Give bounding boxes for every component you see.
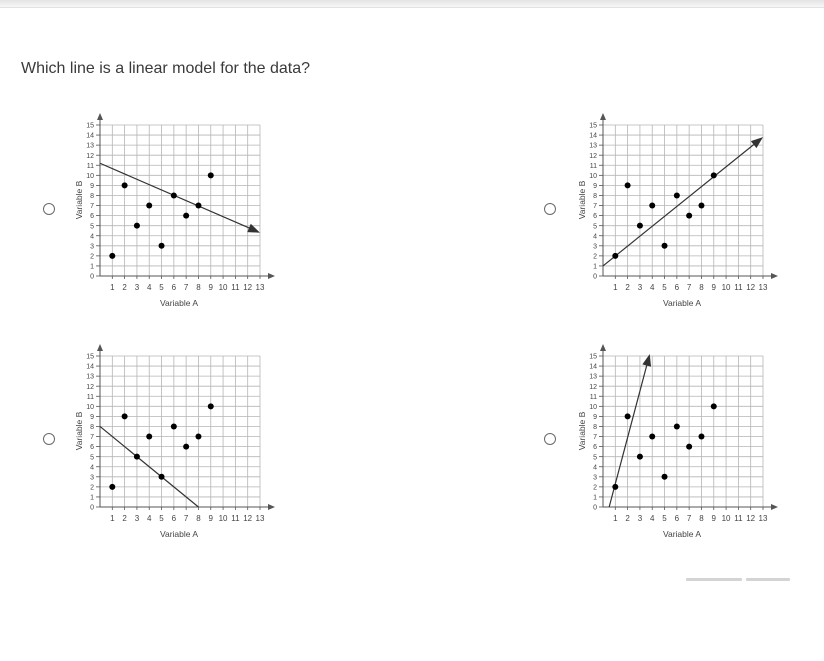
x-tick-label: 2 [625, 514, 630, 523]
x-tick-label: 8 [196, 514, 201, 523]
data-point [171, 192, 177, 198]
x-tick-label: 7 [183, 283, 189, 292]
y-tick-label: 4 [90, 464, 94, 472]
data-point [686, 213, 692, 219]
y-tick-label: 8 [593, 424, 597, 432]
y-tick-label: 12 [589, 383, 597, 391]
data-point [686, 444, 692, 450]
x-tick-label: 9 [711, 514, 716, 523]
y-tick-label: 14 [86, 363, 94, 371]
y-tick-label: 8 [90, 424, 94, 432]
data-point [612, 484, 618, 490]
y-tick-label: 5 [593, 454, 597, 462]
y-tick-label: 2 [90, 253, 94, 261]
x-tick-label: 7 [686, 283, 692, 292]
data-point [637, 454, 643, 460]
y-tick-label: 3 [90, 474, 94, 482]
data-point [649, 203, 655, 209]
x-tick-label: 11 [231, 283, 240, 292]
y-axis-arrow [97, 344, 103, 351]
x-tick-label: 11 [231, 514, 240, 523]
data-point [662, 243, 668, 249]
bottom-nav-bar-2 [746, 578, 790, 581]
data-point [122, 182, 128, 188]
y-tick-label: 11 [589, 393, 597, 401]
y-tick-label: 5 [90, 454, 94, 462]
y-axis-arrow [97, 113, 103, 120]
x-tick-label: 12 [243, 283, 253, 292]
x-tick-label: 6 [674, 514, 680, 523]
x-tick-label: 9 [208, 514, 213, 523]
y-tick-label: 7 [593, 203, 597, 211]
y-tick-label: 10 [86, 403, 94, 411]
x-tick-label: 7 [183, 514, 189, 523]
y-tick-label: 2 [593, 484, 597, 492]
y-tick-label: 8 [593, 193, 597, 201]
scatter-plot-c [60, 341, 360, 661]
data-point [698, 203, 704, 209]
y-tick-label: 5 [593, 223, 597, 231]
y-tick-label: 9 [90, 414, 94, 421]
y-tick-label: 12 [86, 152, 94, 160]
x-tick-label: 9 [208, 283, 213, 292]
y-tick-label: 1 [90, 263, 94, 271]
x-tick-label: 4 [147, 283, 152, 292]
x-axis-arrow [268, 504, 275, 510]
x-tick-label: 4 [650, 283, 655, 292]
data-point [208, 172, 214, 178]
y-tick-label: 9 [593, 183, 597, 190]
y-axis-arrow [600, 113, 606, 120]
y-tick-label: 0 [90, 273, 94, 281]
y-tick-label: 2 [90, 484, 94, 492]
x-tick-label: 2 [625, 283, 630, 292]
bottom-nav-indicator [686, 578, 796, 581]
x-tick-label: 6 [171, 283, 177, 292]
x-axis-arrow [771, 504, 778, 510]
y-tick-label: 2 [593, 253, 597, 261]
y-tick-label: 15 [589, 122, 597, 130]
y-tick-label: 3 [90, 243, 94, 251]
radio-button-b[interactable] [544, 203, 556, 215]
y-tick-label: 1 [90, 494, 94, 502]
y-axis-arrow [600, 344, 606, 351]
data-point [625, 413, 631, 419]
x-tick-label: 2 [122, 283, 127, 292]
x-axis-arrow [771, 273, 778, 279]
data-point [134, 454, 140, 460]
y-tick-label: 14 [589, 132, 597, 140]
data-point [674, 423, 680, 429]
linear-model-arrowhead [247, 224, 260, 233]
y-axis-title-a: Variable B [74, 180, 84, 220]
data-point [183, 213, 189, 219]
y-tick-label: 12 [86, 383, 94, 391]
y-axis-title-c: Variable B [74, 411, 84, 451]
data-point [711, 403, 717, 409]
data-point [146, 434, 152, 440]
top-bar [0, 0, 824, 8]
y-axis-title-b: Variable B [577, 180, 587, 220]
x-tick-label: 5 [662, 283, 667, 292]
data-point [183, 444, 189, 450]
y-tick-label: 0 [90, 504, 94, 512]
x-tick-label: 11 [734, 514, 743, 523]
x-axis-arrow [268, 273, 275, 279]
question-text: Which line is a linear model for the data? [21, 60, 311, 77]
y-tick-label: 1 [593, 494, 597, 502]
data-point [159, 243, 165, 249]
y-tick-label: 7 [90, 434, 94, 442]
data-point [711, 172, 717, 178]
data-point [122, 413, 128, 419]
y-tick-label: 4 [90, 233, 94, 241]
y-tick-label: 13 [589, 142, 597, 150]
y-tick-label: 7 [593, 434, 597, 442]
x-tick-label: 3 [134, 283, 140, 292]
y-tick-label: 14 [589, 363, 597, 371]
x-tick-label: 10 [218, 514, 228, 523]
data-point [195, 203, 201, 209]
data-point [146, 203, 152, 209]
x-tick-label: 4 [147, 514, 152, 523]
data-point [134, 223, 140, 229]
y-tick-label: 11 [86, 393, 94, 401]
x-tick-label: 7 [686, 514, 692, 523]
x-tick-label: 3 [134, 514, 140, 523]
data-point [612, 253, 618, 259]
y-tick-label: 10 [589, 172, 597, 180]
x-tick-label: 10 [721, 283, 731, 292]
y-tick-label: 1 [593, 263, 597, 271]
radio-button-d[interactable] [544, 433, 556, 445]
x-tick-label: 9 [711, 283, 716, 292]
y-tick-label: 3 [593, 474, 597, 482]
data-point [171, 423, 177, 429]
x-tick-label: 1 [110, 514, 115, 523]
y-tick-label: 4 [593, 233, 597, 241]
x-tick-label: 13 [758, 514, 768, 523]
data-point [649, 434, 655, 440]
y-tick-label: 6 [593, 444, 597, 452]
data-point [109, 484, 115, 490]
y-tick-label: 5 [90, 223, 94, 231]
data-point [662, 474, 668, 480]
x-tick-label: 8 [699, 514, 704, 523]
x-tick-label: 13 [758, 283, 768, 292]
data-point [625, 182, 631, 188]
x-tick-label: 8 [699, 283, 704, 292]
scatter-plot-d [563, 341, 824, 661]
y-tick-label: 3 [593, 243, 597, 251]
y-tick-label: 12 [589, 152, 597, 160]
y-tick-label: 0 [593, 504, 597, 512]
y-tick-label: 13 [86, 142, 94, 150]
x-tick-label: 12 [746, 514, 756, 523]
data-point [195, 434, 201, 440]
radio-button-c[interactable] [43, 433, 55, 445]
x-tick-label: 13 [255, 514, 265, 523]
x-tick-label: 3 [637, 283, 643, 292]
bottom-nav-bar-1 [686, 578, 742, 581]
y-tick-label: 13 [86, 373, 94, 381]
y-tick-label: 6 [593, 213, 597, 221]
x-tick-label: 6 [171, 514, 177, 523]
y-tick-label: 10 [86, 172, 94, 180]
x-tick-label: 1 [613, 514, 618, 523]
radio-button-a[interactable] [43, 203, 55, 215]
x-tick-label: 11 [734, 283, 743, 292]
x-tick-label: 13 [255, 283, 265, 292]
y-tick-label: 15 [86, 353, 94, 361]
y-tick-label: 8 [90, 193, 94, 201]
y-tick-label: 0 [593, 273, 597, 281]
y-tick-label: 7 [90, 203, 94, 211]
linear-model-line [603, 143, 755, 266]
linear-model-arrowhead [751, 137, 763, 148]
x-tick-label: 4 [650, 514, 655, 523]
x-axis-title-d: Variable A [662, 529, 702, 539]
y-tick-label: 10 [589, 403, 597, 411]
data-point [698, 434, 704, 440]
x-tick-label: 3 [637, 514, 643, 523]
x-tick-label: 5 [662, 514, 667, 523]
x-tick-label: 8 [196, 283, 201, 292]
x-tick-label: 10 [721, 514, 731, 523]
x-axis-title-b: Variable A [662, 298, 702, 308]
y-tick-label: 15 [86, 122, 94, 130]
y-tick-label: 9 [90, 183, 94, 190]
x-tick-label: 5 [159, 283, 164, 292]
data-point [637, 223, 643, 229]
y-tick-label: 14 [86, 132, 94, 140]
y-tick-label: 11 [86, 162, 94, 170]
y-tick-label: 15 [589, 353, 597, 361]
x-tick-label: 12 [746, 283, 756, 292]
x-tick-label: 2 [122, 514, 127, 523]
x-tick-label: 12 [243, 514, 253, 523]
data-point [674, 192, 680, 198]
x-axis-title-c: Variable A [159, 529, 199, 539]
x-tick-label: 6 [674, 283, 680, 292]
x-tick-label: 1 [613, 283, 618, 292]
x-tick-label: 1 [110, 283, 115, 292]
y-axis-title-d: Variable B [577, 411, 587, 451]
y-tick-label: 9 [593, 414, 597, 421]
data-point [208, 403, 214, 409]
y-tick-label: 6 [90, 444, 94, 452]
y-tick-label: 11 [589, 162, 597, 170]
y-tick-label: 4 [593, 464, 597, 472]
y-tick-label: 6 [90, 213, 94, 221]
data-point [159, 474, 165, 480]
x-tick-label: 10 [218, 283, 228, 292]
x-axis-title-a: Variable A [159, 298, 199, 308]
y-tick-label: 13 [589, 373, 597, 381]
x-tick-label: 5 [159, 514, 164, 523]
data-point [109, 253, 115, 259]
